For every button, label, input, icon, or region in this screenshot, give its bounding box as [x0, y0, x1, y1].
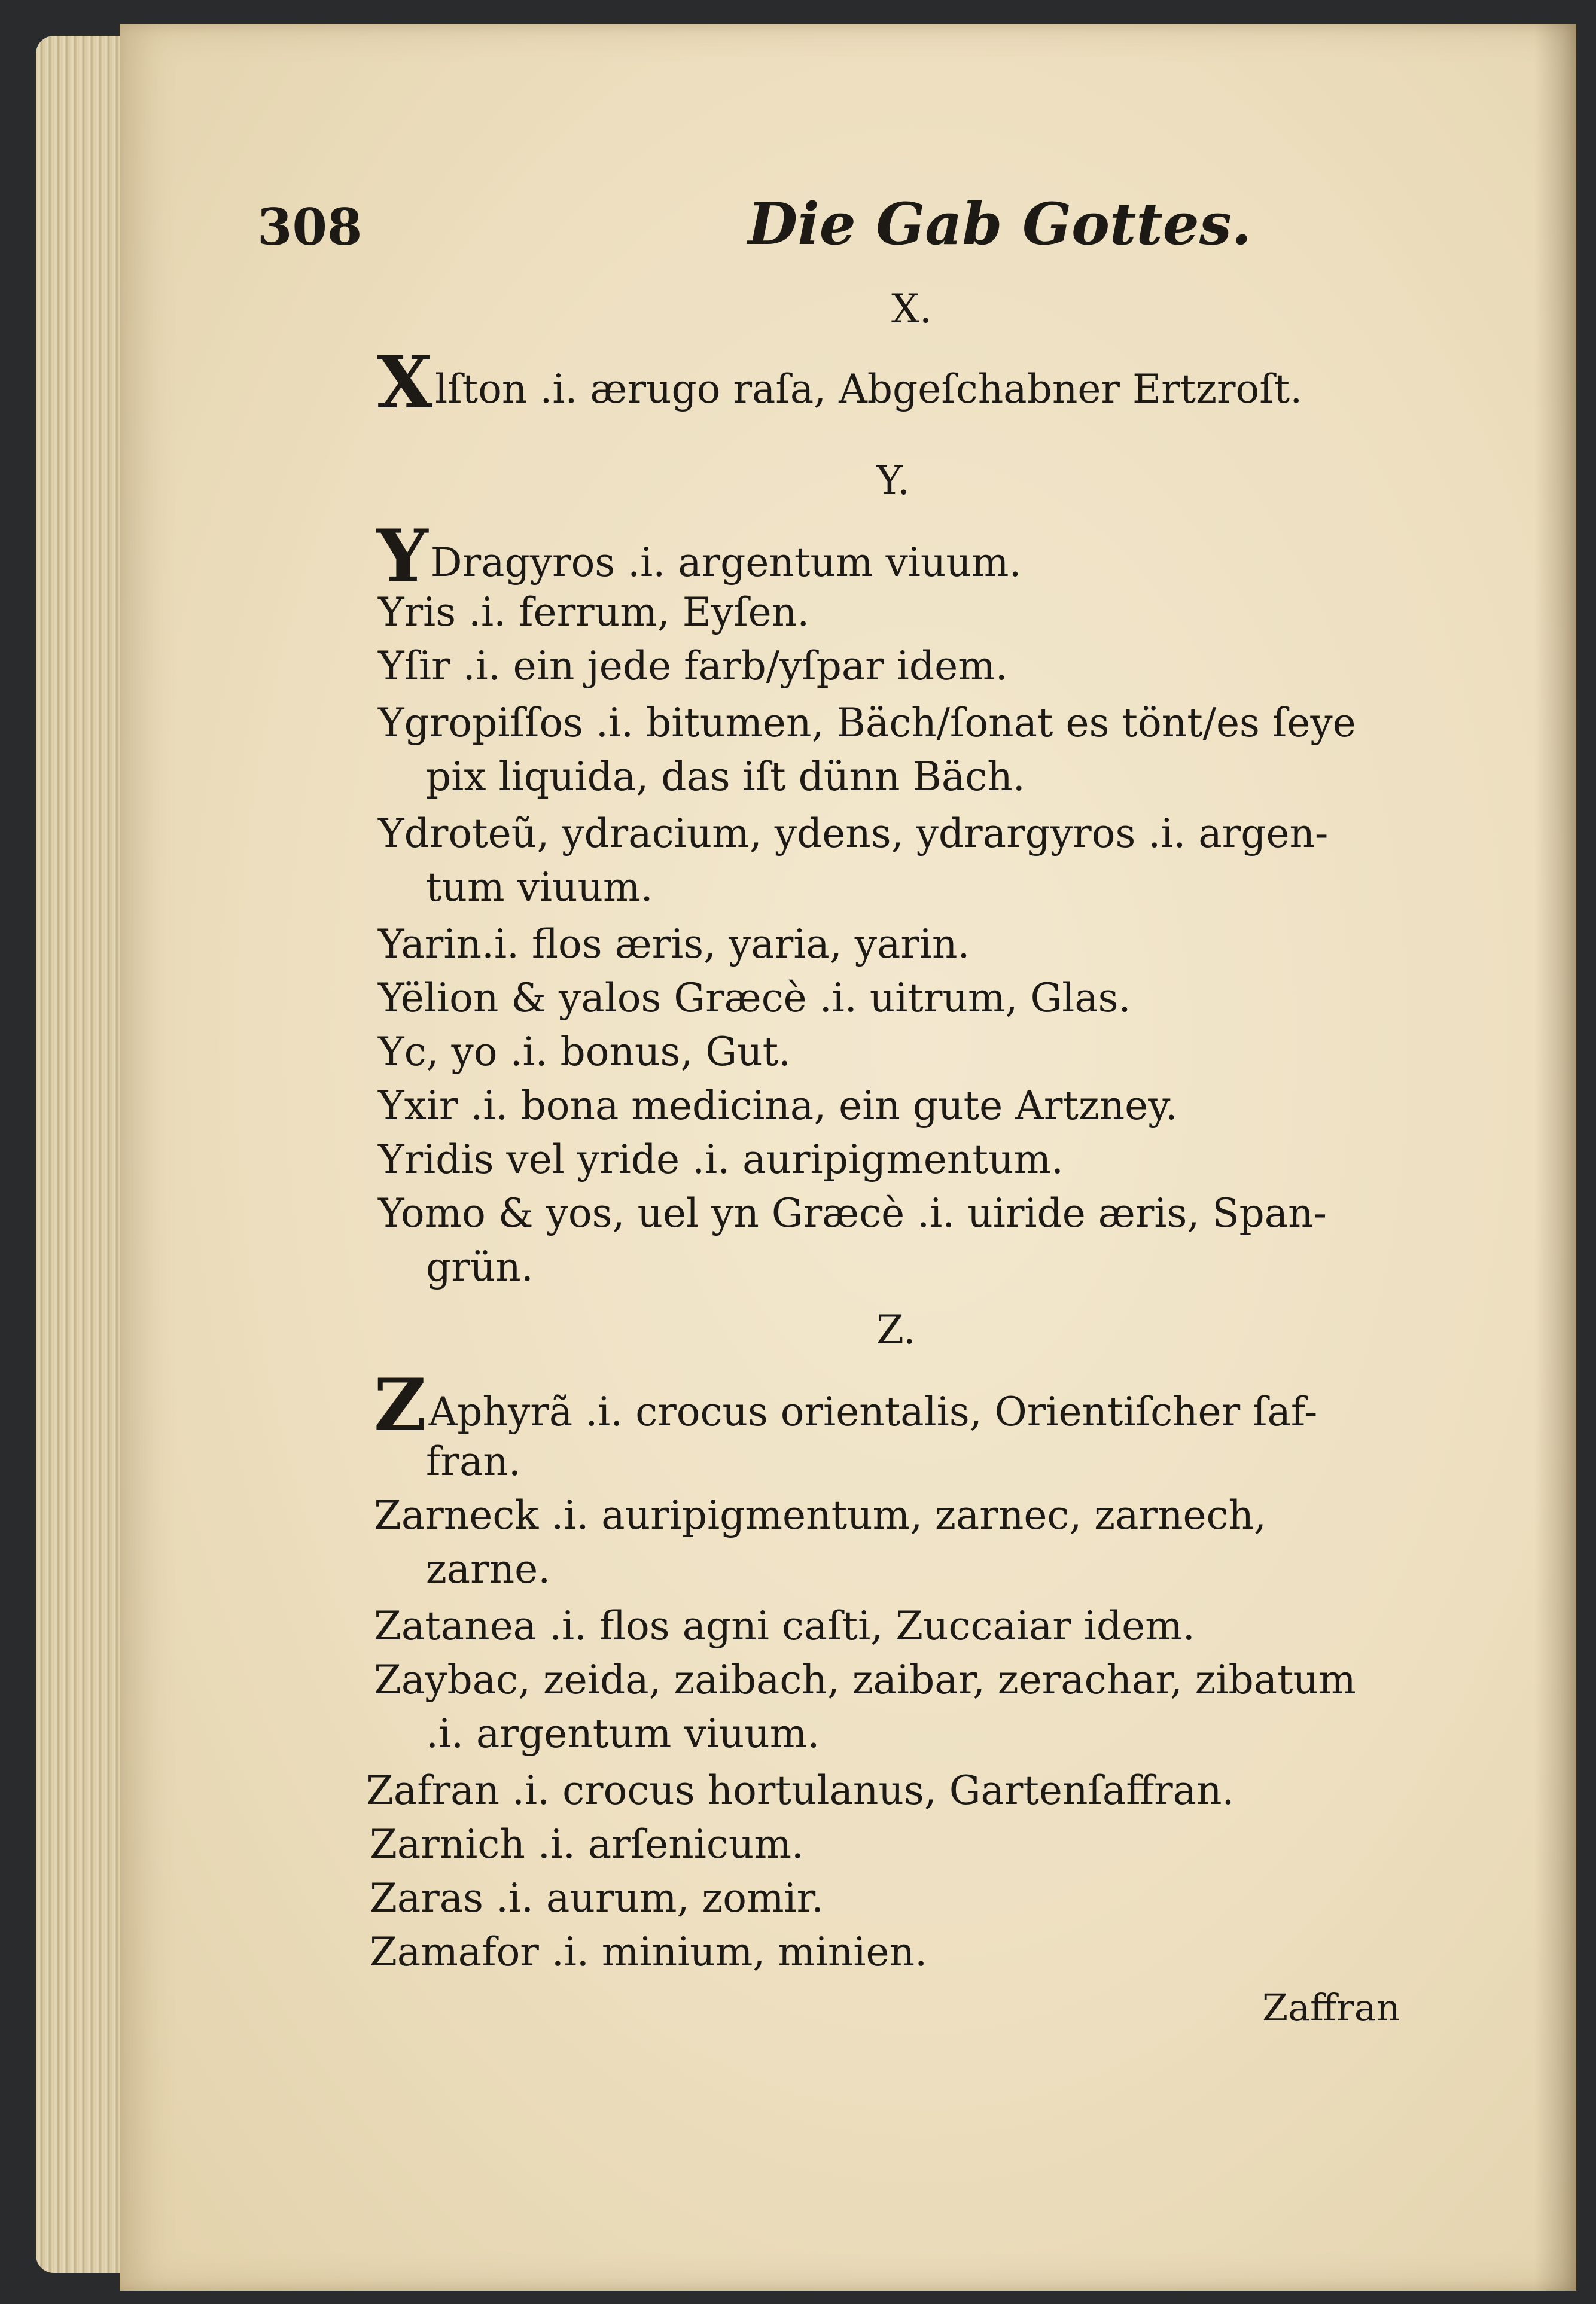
drop-initial-z: Z	[374, 1363, 427, 1447]
entry-line: Zarnich .i. arſenicum.	[370, 1821, 804, 1867]
section-heading-z: Z.	[876, 1307, 916, 1353]
entry-line	[377, 514, 1022, 598]
catchword: Zaffran	[1262, 1986, 1400, 2029]
entry-line: Zarneck .i. auripigmentum, zarnec, zarnech,	[374, 1492, 1266, 1538]
entry-line	[377, 340, 1303, 425]
entry-line-continued: tum viuum.	[426, 864, 653, 910]
entry-line-continued: fran.	[426, 1439, 521, 1485]
page-number: 308	[257, 197, 363, 257]
drop-initial-y: Y	[377, 514, 428, 598]
entry-line: Zatanea .i. flos agni caſti, Zuccaiar idem.	[374, 1603, 1195, 1649]
entry-line: Yris .i. ferrum, Eyſen.	[378, 589, 810, 635]
entry-line-continued: zarne.	[426, 1546, 551, 1592]
entry-line: Zaybac, zeida, zaibach, zaibar, zerachar, zibatum	[374, 1657, 1356, 1703]
entry-line: Zafran .i. crocus hortulanus, Gartenſaffran.	[366, 1767, 1235, 1814]
entry-line: Ydroteũ, ydracium, ydens, ydrargyros .i. argen-	[378, 810, 1329, 857]
drop-initial-x: X	[377, 340, 433, 425]
section-heading-x: X.	[891, 286, 932, 332]
entry-line: Zaras .i. aurum, zomir.	[370, 1875, 824, 1921]
entry-line: Yarin.i. flos æris, yaria, yarin.	[378, 921, 970, 967]
entry-line-continued: .i. argentum viuum.	[426, 1711, 820, 1757]
entry-line-continued: pix liquida, das iſt dünn Bäch.	[426, 754, 1025, 800]
entry-line: Zamafor .i. minium, minien.	[370, 1929, 928, 1975]
entry-line: Yëlion & yalos Græcè .i. uitrum, Glas.	[378, 975, 1131, 1021]
entry-line: Yridis vel yride .i. auripigmentum.	[378, 1136, 1064, 1183]
entry-line: Ygropiſſos .i. bitumen, Bäch/ſonat es tönt/es ſeye	[378, 700, 1356, 746]
entry-text: Aphyrã .i. crocus orientalis, Orientiſcher ſaf-	[428, 1389, 1318, 1435]
running-head: Die Gab Gottes.	[748, 190, 1252, 258]
entry-line-continued: grün.	[426, 1244, 534, 1290]
entry-line: Yxir .i. bona medicina, ein gute Artzney.	[378, 1083, 1178, 1129]
entry-line: Yſir .i. ein jede farb/yſpar idem.	[378, 643, 1008, 689]
section-heading-y: Y.	[876, 458, 910, 504]
page-gutter-shadow	[1534, 24, 1576, 2291]
entry-text: lſton .i. ærugo raſa, Abgeſchabner Ertzroſt.	[435, 366, 1303, 412]
entry-line	[374, 1363, 1318, 1447]
entry-text: Dragyros .i. argentum viuum.	[430, 540, 1022, 586]
entry-line: Yc, yo .i. bonus, Gut.	[378, 1029, 791, 1075]
entry-line: Yomo & yos, uel yn Græcè .i. uiride æris, Span-	[378, 1190, 1327, 1236]
